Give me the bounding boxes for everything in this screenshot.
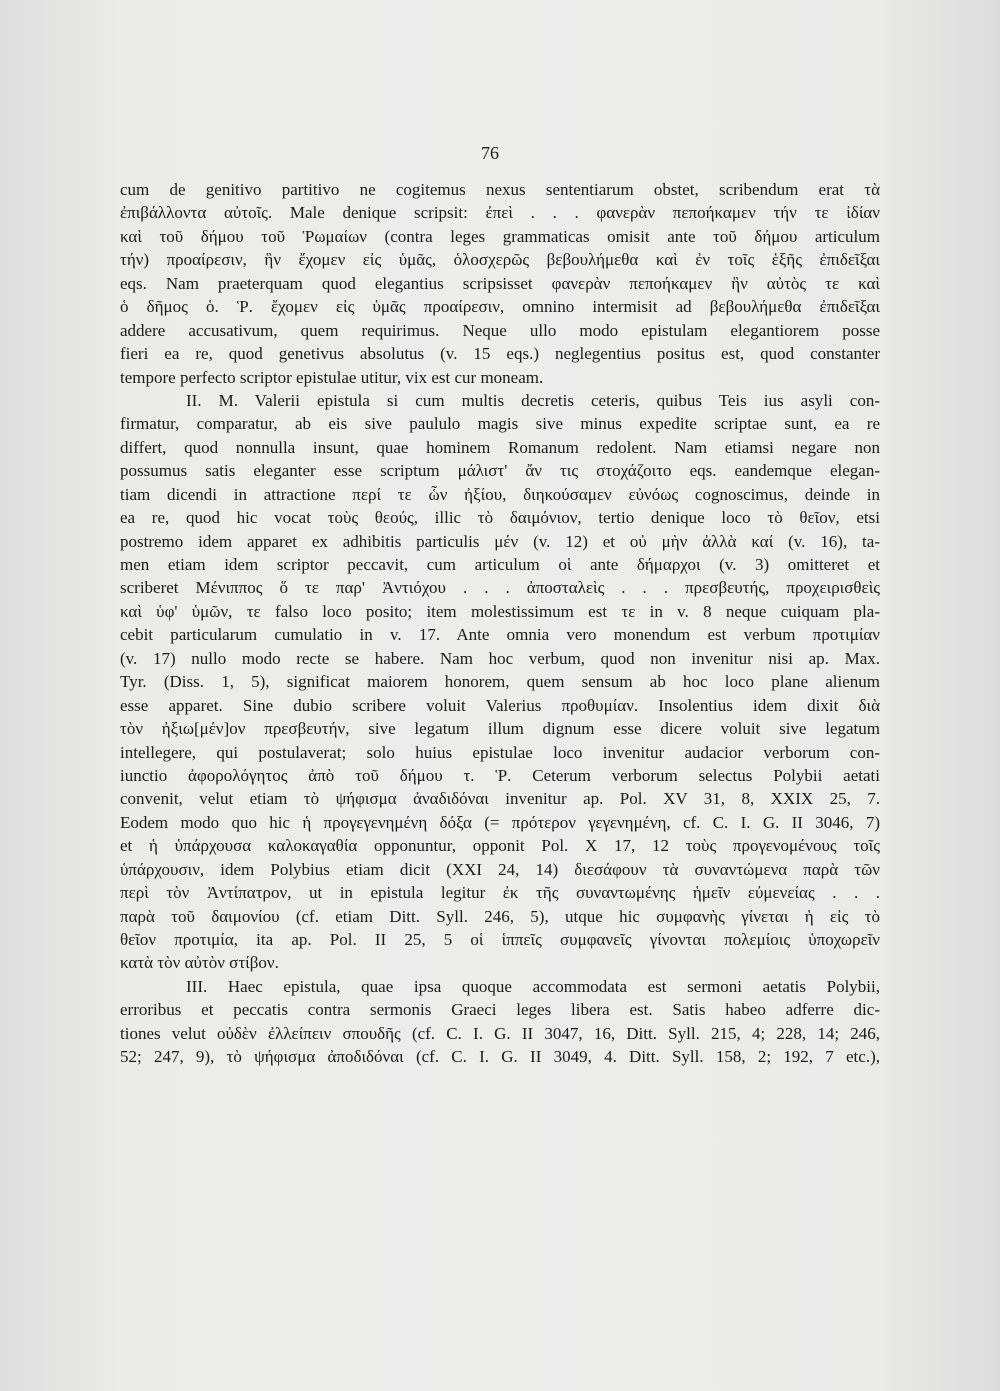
page-number: 76	[481, 143, 499, 163]
text-line: scriberet Μένιππος ὅ τε παρ' Ἀντιόχου . . . ἀποσταλεὶς . . . πρεσβευτής, προχειρισθεὶς	[120, 578, 880, 598]
text-line: κατὰ τὸν αὐτὸν στίβον.	[120, 953, 279, 973]
text-line: intellegere, qui postulaverat; solo huius epistulae loco invenitur audacior verborum con-	[120, 742, 880, 762]
text-line: ὁ δῆμος ὁ. Ῥ. ἔχομεν εἰς ὑμᾶς προαίρεσιν, omnino intermisit ad βεβουλήμεθα ἐπιδεῖξαι	[120, 297, 880, 317]
text-line: θεῖον προτιμία, ita ap. Pol. II 25, 5 οἱ ἱππεῖς συμφανεῖς γίνονται πολεμίοις ὑποχωρεῖν	[120, 930, 880, 949]
text-line: firmatur, comparatur, ab eis sive paululo magis sive minus expedite scriptae sunt, ea re	[120, 414, 880, 434]
text-line: postremo idem apparet ex adhibitis particulis μέν (v. 12) et οὐ μὴν ἀλλὰ καί (v. 16), ta-	[120, 531, 880, 551]
text-line: iunctio ἀφορολόγητος ἀπὸ τοῦ δήμου τ. Ῥ. Ceterum verborum selectus Polybii aetati	[120, 765, 880, 785]
text-line: convenit, velut etiam τὸ ψήφισμα ἀναδιδόναι invenitur ap. Pol. XV 31, 8, XXIX 25, 7.	[120, 789, 880, 809]
text-line: Tyr. (Diss. 1, 5), significat maiorem honorem, quem sensum ab hoc loco plane alienum	[120, 672, 880, 692]
text-line: III. Haec epistula, quae ipsa quoque accommodata est sermoni aetatis Polybii,	[186, 976, 880, 996]
text-line: tiones velut οὐδὲν ἐλλείπειν σπουδῆς (cf. C. I. G. II 3047, 16, Ditt. Syll. 215, 4; 228, 14; 246,	[120, 1023, 880, 1043]
text-line: ὑπάρχουσιν, idem Polybius etiam dicit (XXI 24, 14) διεσάφουν τὰ συναντώμενα παρὰ τῶν	[120, 859, 880, 879]
text-line: differt, quod nonnulla insunt, quae hominem Romanum redolent. Nam etiamsi negare non	[120, 437, 880, 457]
text-line: ea re, quod hic vocat τοὺς θεούς, illic τὸ δαιμόνιον, tertio denique loco τὸ θεῖον, etsi	[120, 508, 880, 528]
text-line: (v. 17) nullo modo recte se habere. Nam hoc verbum, quod non invenitur nisi ap. Max.	[120, 648, 880, 668]
text-line: cum de genitivo partitivo ne cogitemus nexus sententiarum obstet, scribendum erat τὰ	[120, 180, 880, 199]
text-line: Eodem modo quo hic ἡ προγεγενημένη δόξα (= πρότερον γεγενημένη, cf. C. I. G. II 3046, 7)	[120, 812, 880, 832]
text-line: καὶ τοῦ δήμου τοῦ Ῥωμαίων (contra leges grammaticas omisit ante τοῦ δήμου articulum	[120, 226, 880, 246]
text-line: addere accusativum, quem requirimus. Neque ullo modo epistulam elegantiorem posse	[120, 320, 880, 340]
text-line: cebit particularum cumulatio in v. 17. Ante omnia vero monendum est verbum προτιμίαν	[120, 625, 880, 645]
text-line: eqs. Nam praeterquam quod elegantius scripsisset φανερὰν πεποήκαμεν ἣν αὐτὸς τε καὶ	[120, 273, 880, 293]
text-line: et ἡ ὑπάρχουσα καλοκαγαθία opponuntur, opponit Pol. X 17, 12 τοὺς προγενομένους τοῖς	[120, 836, 880, 856]
text-line: τὸν ἠξιω[μέν]ον πρεσβευτήν, sive legatum illum dignum esse dicere voluit sive legatum	[120, 719, 880, 739]
text-line: περὶ τὸν Ἀντίπατρον, ut in epistula legitur ἐκ τῆς συναντωμένης ἡμεῖν εὐμενείας . . .	[120, 883, 880, 903]
text-line: men etiam idem scriptor peccavit, cum articulum οἱ ante δήμαρχοι (v. 3) omitteret et	[120, 555, 880, 574]
text-line: esse apparet. Sine dubio scribere voluit Valerius προθυμίαν. Insolentius idem dixit διὰ	[120, 695, 880, 715]
text-line: τήν) προαίρεσιν, ἣν ἔχομεν εἰς ὑμᾶς, ὁλοσχερῶς βεβουλήμεθα καὶ ἐν τοῖς ἑξῆς ἐπιδεῖξαι	[120, 250, 880, 270]
text-line: παρὰ τοῦ δαιμονίου (cf. etiam Ditt. Syll. 246, 5), utque hic συμφανὴς γίνεται ἡ εἰς τὸ	[120, 906, 880, 926]
text-line: 52; 247, 9), τὸ ψήφισμα ἀποδιδόναι (cf. C. I. G. II 3049, 4. Ditt. Syll. 158, 2; 192, 7 etc.),	[120, 1047, 880, 1067]
text-line: fieri ea re, quod genetivus absolutus (v. 15 eqs.) neglegentius positus est, quod constanter	[120, 344, 880, 364]
text-line: possumus satis eleganter esse scriptum μάλιστ' ἄν τις στοχάζοιτο eqs. eandemque elegan-	[120, 461, 880, 481]
text-line: tiam dicendi in attractione περί τε ὧν ἠξίου, διηκούσαμεν εὐνόως cognoscimus, deinde in	[120, 484, 880, 504]
text-line: ἐπιβάλλοντα αὐτοῖς. Male denique scripsit: ἐπεὶ . . . φανερὰν πεποήκαμεν τήν τε ἰδίαν	[120, 203, 880, 223]
text-line: καὶ ὑφ' ὑμῶν, τε falso loco posito; item molestissimum est τε in v. 8 neque cuiquam pla-	[120, 601, 880, 621]
text-line: erroribus et peccatis contra sermonis Graeci leges libera est. Satis habeo adferre dic-	[120, 1000, 880, 1020]
text-line: tempore perfecto scriptor epistulae utitur, vix est cur moneam.	[120, 367, 544, 387]
body-text	[120, 178, 880, 1069]
text-line: II. M. Valerii epistula si cum multis decretis ceteris, quibus Teis ius asyli con-	[186, 390, 880, 410]
